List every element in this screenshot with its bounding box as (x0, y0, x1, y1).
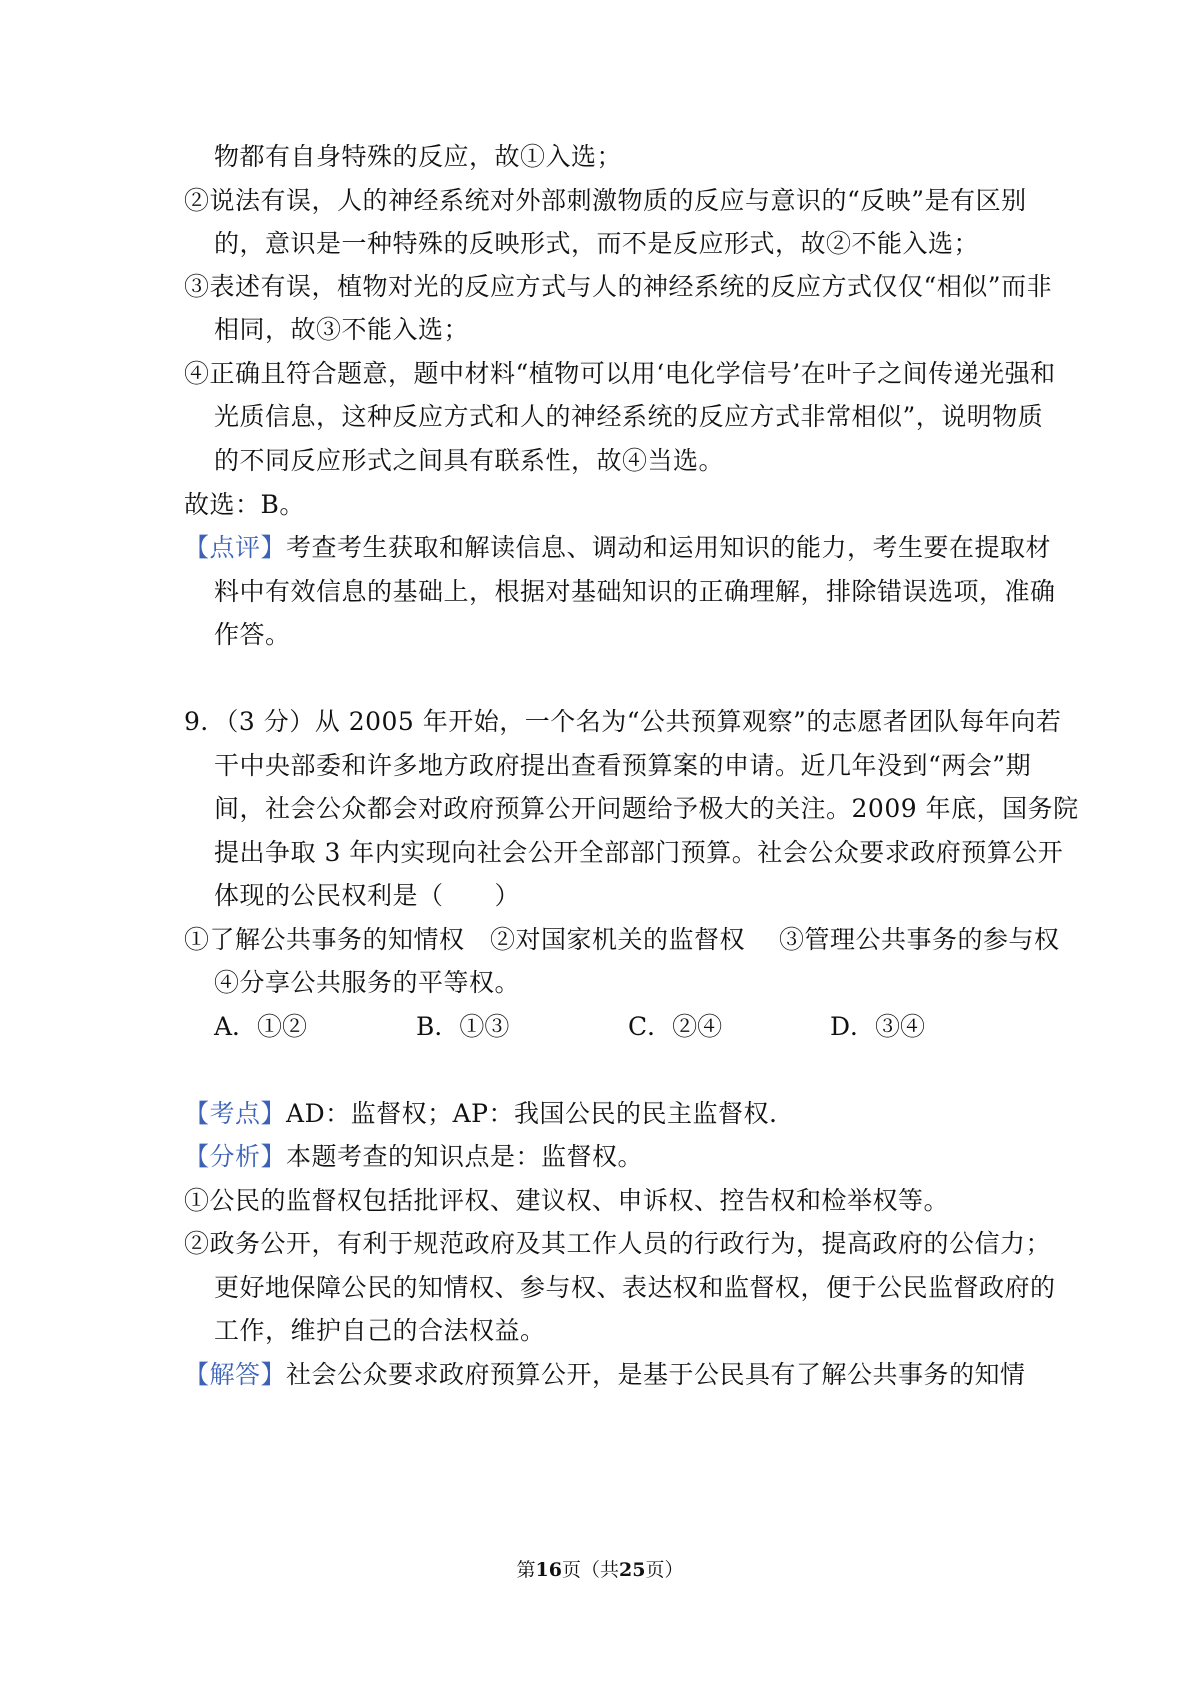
kaodian-line (184, 1099, 777, 1129)
text-line: 间，社会公众都会对政府预算公开问题给予极大的关注。2009 年底，国务院 (214, 794, 1079, 823)
text-line: 更好地保障公民的知情权、参与权、表达权和监督权，便于公民监督政府的 (214, 1273, 1056, 1302)
text-line: 光质信息，这种反应方式和人的神经系统的反应方式非常相似”，说明物质 (214, 402, 1044, 431)
fenxi-tag: 【分析】 (184, 1142, 287, 1171)
comment-line (184, 533, 1051, 563)
choice-line: ①了解公共事务的知情权 ②对国家机关的监督权 ③管理公共事务的参与权 (184, 925, 1060, 954)
jieda-text: 社会公众要求政府预算公开，是基于公民具有了解公共事务的知情 (286, 1360, 1026, 1389)
text-line: 体现的公民权利是（ ） (214, 881, 521, 910)
option-c: C．②④ (628, 1012, 723, 1041)
comment-text: 考查考生获取和解读信息、调动和运用知识的能力，考生要在提取材 (286, 533, 1052, 562)
text-line: ④正确且符合题意，题中材料“植物可以用‘电化学信号’在叶子之间传递光强和 (184, 359, 1056, 388)
footer-prefix: 第 (516, 1559, 536, 1581)
total-pages: 25 (619, 1559, 646, 1581)
jieda-tag: 【解答】 (184, 1360, 287, 1389)
text-line: 的不同反应形式之间具有联系性，故④当选。 (214, 446, 725, 475)
text-line: 提出争取 3 年内实现向社会公开全部部门预算。社会公众要求政府预算公开 (214, 838, 1064, 867)
kaodian-text: AD：监督权；AP：我国公民的民主监督权. (286, 1099, 778, 1128)
text-line: 干中央部委和许多地方政府提出查看预算案的申请。近几年没到“两会”期 (214, 751, 1032, 780)
kaodian-tag: 【考点】 (184, 1099, 287, 1128)
page-number: 16 (535, 1559, 562, 1581)
option-b: B．①③ (416, 1012, 510, 1041)
text-line: ③表述有误，植物对光的反应方式与人的神经系统的反应方式仅仅“相似”而非 (184, 272, 1053, 301)
text-line: ②政务公开，有利于规范政府及其工作人员的行政行为，提高政府的公信力； (184, 1229, 1052, 1258)
jieda-line (184, 1360, 1026, 1390)
text-line: 相同，故③不能入选； (214, 315, 470, 344)
fenxi-line (184, 1142, 643, 1172)
footer-mid: 页（共 (561, 1559, 619, 1581)
footer-suffix: 页） (645, 1559, 684, 1581)
text-line: 物都有自身特殊的反应，故①入选； (214, 142, 623, 171)
text-line: ①公民的监督权包括批评权、建议权、申诉权、控告权和检举权等。 (184, 1186, 950, 1215)
comment-tag: 【点评】 (184, 533, 287, 562)
fenxi-text: 本题考查的知识点是：监督权。 (286, 1142, 644, 1171)
question-stem: 9．（3 分）从 2005 年开始，一个名为“公共预算观察”的志愿者团队每年向若 (184, 707, 1062, 736)
answer-line: 故选：B。 (184, 490, 305, 519)
text-line: 的，意识是一种特殊的反映形式，而不是反应形式，故②不能入选； (214, 229, 980, 258)
text-line: 作答。 (214, 620, 291, 649)
option-d: D．③④ (830, 1012, 926, 1041)
choice-line: ④分享公共服务的平等权。 (214, 968, 521, 997)
text-line: ②说法有误，人的神经系统对外部刺激物质的反应与意识的“反映”是有区别 (184, 186, 1027, 215)
option-a: A．①② (214, 1012, 308, 1041)
text-line: 料中有效信息的基础上，根据对基础知识的正确理解，排除错误选项，准确 (214, 577, 1056, 606)
text-line: 工作，维护自己的合法权益。 (214, 1316, 546, 1345)
page-footer (0, 1558, 1200, 1582)
